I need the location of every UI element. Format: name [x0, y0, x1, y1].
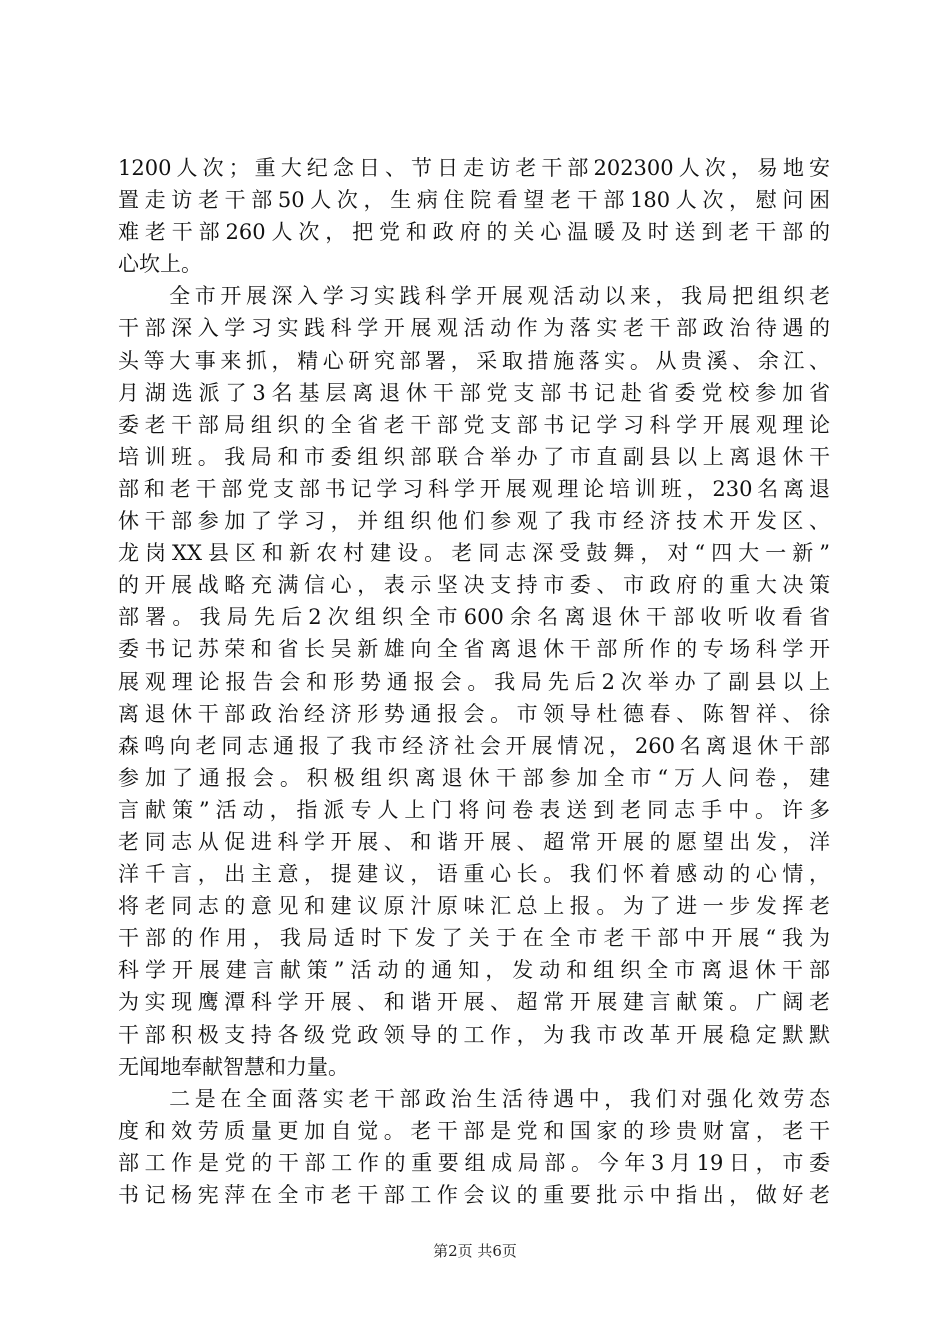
page-footer: 第2页 共6页 — [433, 1242, 517, 1260]
text-line: 全市开展深入学习实践科学开展观活动以来，我局把组织老 — [118, 284, 830, 309]
text-line: 难老干部260人次，把党和政府的关心温暖及时送到老干部的 — [118, 220, 830, 245]
text-line: 展观理论报告会和形势通报会。我局先后2次举办了副县以上 — [118, 669, 830, 694]
text-line: 将老同志的意见和建议原汁原味汇总上报。为了进一步发挥老 — [118, 894, 830, 919]
text-line: 老同志从促进科学开展、和谐开展、超常开展的愿望出发，洋 — [118, 829, 830, 854]
text-line: 部和老干部党支部书记学习科学开展观理论培训班，230名离退 — [118, 476, 830, 501]
text-line: 心坎上。 — [118, 252, 202, 277]
text-line: 部署。我局先后2次组织全市600余名离退休干部收听收看省 — [118, 605, 830, 630]
text-line: 龙岗XX县区和新农村建设。老同志深受鼓舞，对“四大一新” — [118, 541, 830, 566]
text-line: 休干部参加了学习，并组织他们参观了我市经济技术开发区、 — [118, 509, 830, 534]
text-line: 度和效劳质量更加自觉。老干部是党和国家的珍贵财富，老干 — [118, 1118, 830, 1143]
text-line: 的开展战略充满信心，表示坚决支持市委、市政府的重大决策 — [118, 573, 830, 598]
text-line: 干部深入学习实践科学开展观活动作为落实老干部政治待遇的 — [118, 316, 830, 341]
text-line: 二是在全面落实老干部政治生活待遇中，我们对强化效劳态 — [118, 1086, 830, 1111]
text-line: 置走访老干部50人次，生病住院看望老干部180人次，慰问困 — [118, 188, 830, 213]
text-line: 为实现鹰潭科学开展、和谐开展、超常开展建言献策。广阔老 — [118, 990, 830, 1015]
text-line: 森鸣向老同志通报了我市经济社会开展情况，260名离退休干部 — [118, 733, 830, 758]
body-text — [118, 152, 830, 1211]
text-line: 离退休干部政治经济形势通报会。市领导杜德春、陈智祥、徐 — [118, 701, 830, 726]
text-line: 月湖选派了3名基层离退休干部党支部书记赴省委党校参加省 — [118, 380, 830, 405]
text-line: 干部积极支持各级党政领导的工作，为我市改革开展稳定默默 — [118, 1022, 830, 1047]
text-line: 委书记苏荣和省长吴新雄向全省离退休干部所作的专场科学开 — [118, 637, 830, 662]
text-line: 部工作是党的干部工作的重要组成局部。今年3月19日，市委 — [118, 1150, 830, 1175]
text-line: 洋千言，出主意，提建议，语重心长。我们怀着感动的心情， — [118, 862, 830, 887]
text-line: 1200人次；重大纪念日、节日走访老干部202300人次，易地安 — [118, 156, 830, 180]
text-line: 干部的作用，我局适时下发了关于在全市老干部中开展“我为 — [118, 926, 830, 951]
text-line: 书记杨宪萍在全市老干部工作会议的重要批示中指出，做好老 — [118, 1183, 830, 1207]
text-line: 培训班。我局和市委组织部联合举办了市直副县以上离退休干 — [118, 444, 830, 469]
text-line: 参加了通报会。积极组织离退休干部参加全市“万人问卷，建 — [118, 765, 830, 790]
text-line: 科学开展建言献策”活动的通知，发动和组织全市离退休干部 — [118, 958, 830, 983]
text-line: 头等大事来抓，精心研究部署，采取措施落实。从贵溪、余江、 — [118, 348, 830, 373]
text-line: 言献策”活动，指派专人上门将问卷表送到老同志手中。许多 — [118, 797, 830, 822]
text-line: 无闻地奉献智慧和力量。 — [118, 1054, 349, 1079]
text-line: 委老干部局组织的全省老干部党支部书记学习科学开展观理论 — [118, 412, 830, 437]
